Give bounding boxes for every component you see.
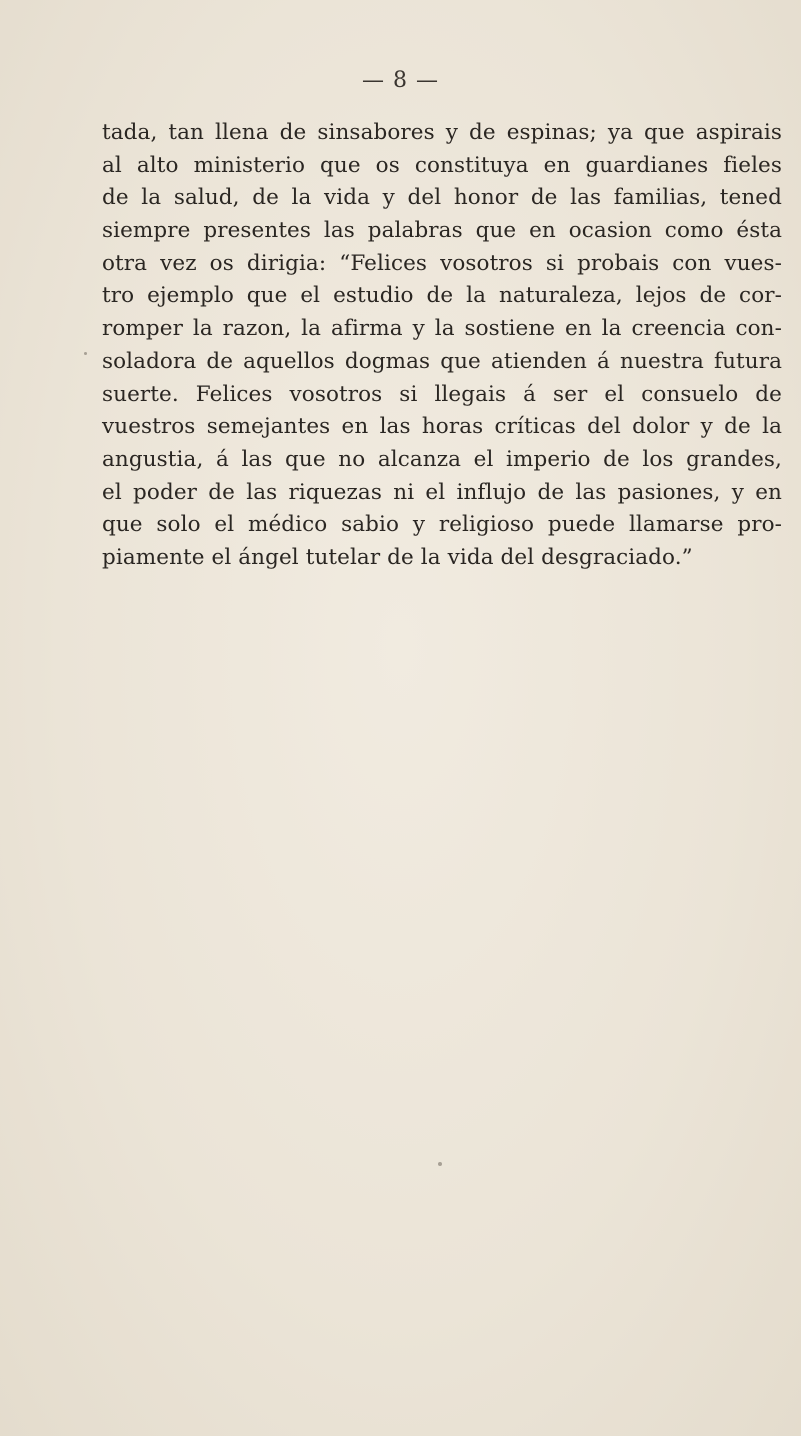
text-line: romper la razon, la afirma y la sostiene en la creencia con- [102,316,782,342]
text-line: soladora de aquellos dogmas que atienden á nuestra futura [102,348,782,374]
text-line: tro ejemplo que el estudio de la naturaleza, lejos de cor- [102,283,782,309]
text-line: tada, tan llena de sinsabores y de espinas; ya que aspirais [102,120,782,145]
text-line: piamente el ángel tutelar de la vida del desgraciado.” [102,544,693,570]
text-line: otra vez os dirigia: “Felices vosotros si probais con vues- [102,250,782,276]
page-number: — 8 — [362,68,439,93]
text-line: que solo el médico sabio y religioso puede llamarse pro- [102,512,782,538]
text-line: el poder de las riquezas ni el influjo de las pasiones, y en [102,479,782,505]
paper-speck [84,352,87,355]
body-paragraph [102,117,782,575]
text-line: angustia, á las que no alcanza el imperio de los grandes, [102,446,782,472]
paper-speck [438,1162,442,1166]
text-line: suerte. Felices vosotros si llegais á ser el consuelo de [102,381,782,407]
text-line: de la salud, de la vida y del honor de las familias, tened [102,185,782,211]
text-line: vuestros semejantes en las horas críticas del dolor y de la [102,414,782,440]
text-line: siempre presentes las palabras que en ocasion como ésta [102,218,782,244]
text-line: al alto ministerio que os constituya en guardianes fieles [102,152,782,178]
